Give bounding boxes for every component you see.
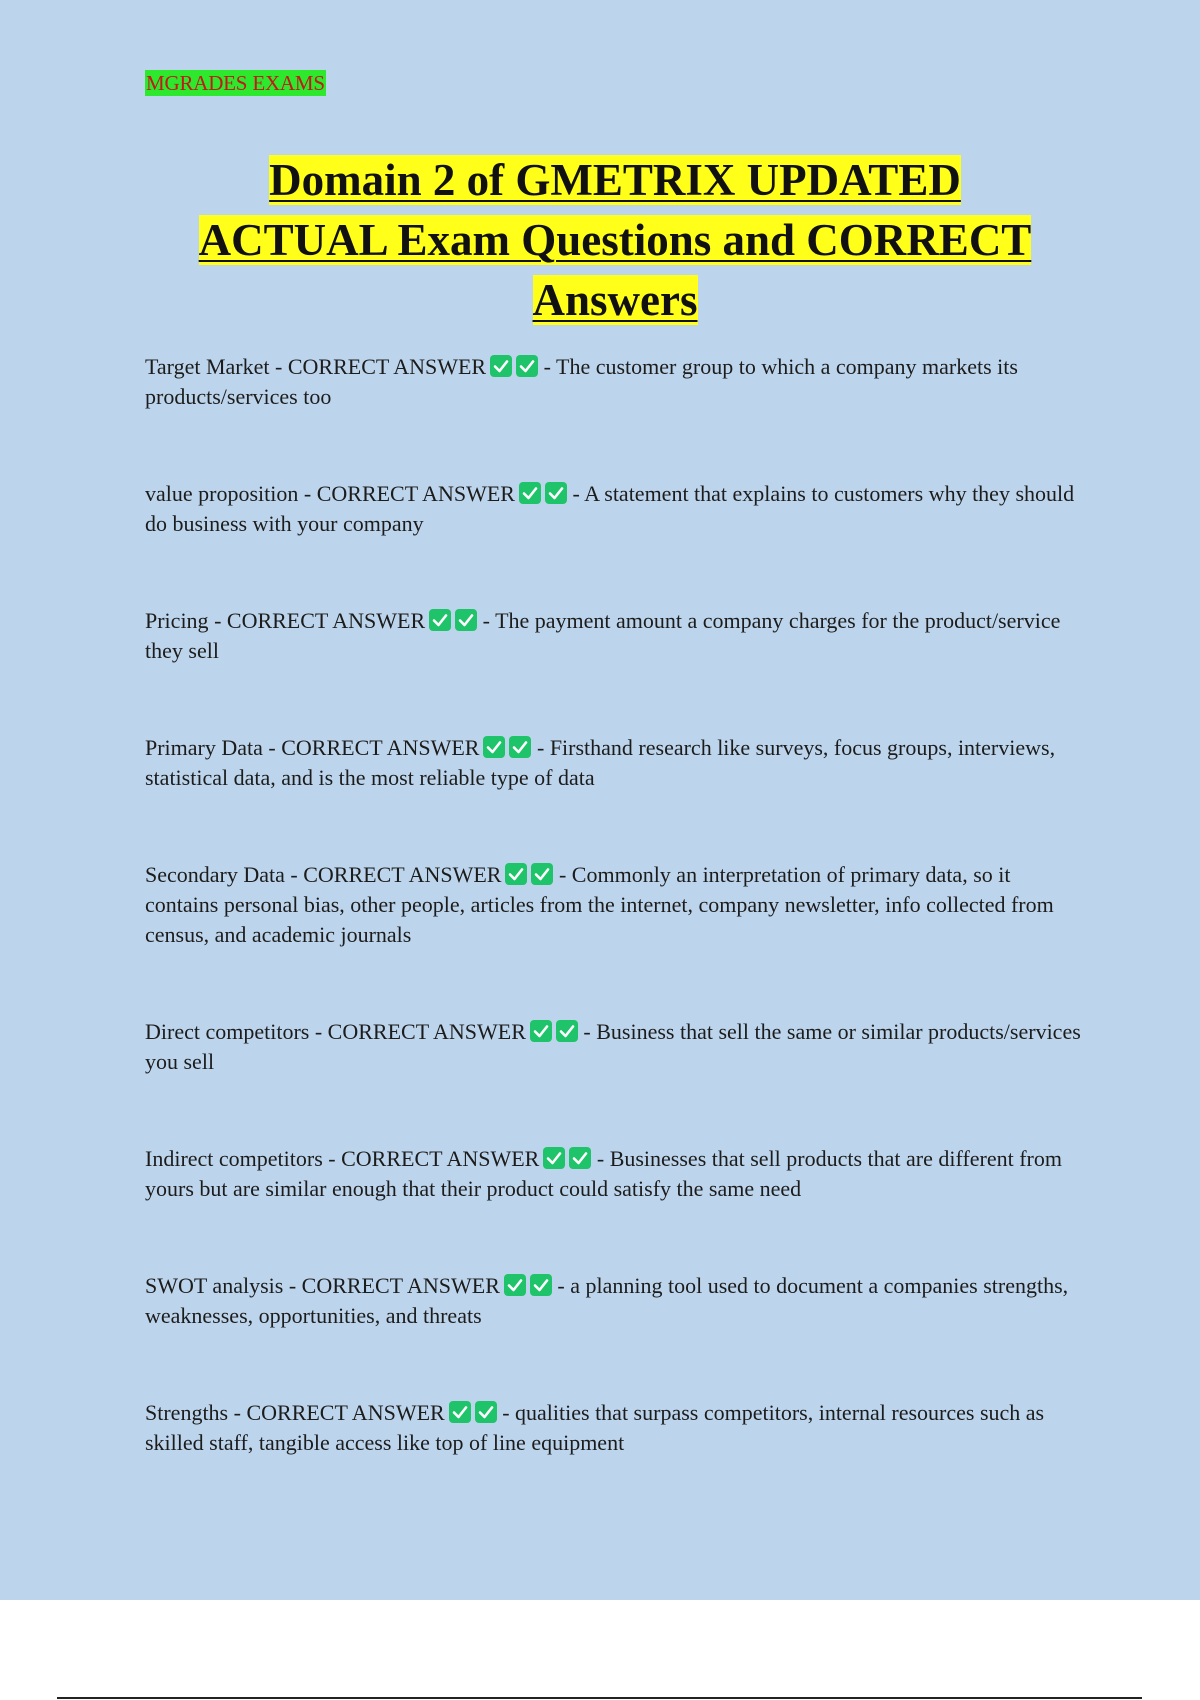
qa-term: Target Market [145,354,270,379]
qa-definition: qualities that surpass competitors, internal resources such as skilled staff, tangible access like top of line equipment [145,1400,1045,1455]
check-box-icon [530,1020,552,1042]
check-box-icon [490,355,512,377]
qa-definition: Commonly an interpretation of primary data, so it contains personal bias, other people, articles from the internet, company newsletter, info collected from census, and academic journals [145,862,1054,947]
check-box-icon [449,1401,471,1423]
title-line-2: ACTUAL Exam Questions and CORRECT [198,215,1032,265]
document-content [145,70,1085,1525]
answer-marker: CORRECT ANSWER [303,862,502,887]
qa-item: Strengths - CORRECT ANSWER - qualities that surpass competitors, internal resources such as skilled staff, tangible access like top of line equipment [145,1400,1045,1455]
document-title [145,150,1085,330]
check-box-icon [429,609,451,631]
answer-marker: CORRECT ANSWER [341,1146,540,1171]
qa-item: Target Market - CORRECT ANSWER - The customer group to which a company markets its products/services too [145,354,1018,409]
qa-term: Primary Data [145,735,263,760]
answer-marker: CORRECT ANSWER [316,481,515,506]
check-box-icon [505,863,527,885]
check-box-icon [545,482,567,504]
answer-marker: CORRECT ANSWER [246,1400,445,1425]
qa-term: Secondary Data [145,862,285,887]
check-box-icon [483,736,505,758]
check-box-icon [556,1020,578,1042]
qa-definition: The customer group to which a company markets its products/services too [145,354,1018,409]
qa-item: SWOT analysis - CORRECT ANSWER - a planning tool used to document a companies strengths, weaknesses, opportunities, and threats [145,1273,1069,1328]
qa-definition: a planning tool used to document a companies strengths, weaknesses, opportunities, and threats [145,1273,1069,1328]
title-line-1: Domain 2 of GMETRIX UPDATED [269,155,961,205]
footer-rule [57,1697,1142,1699]
answer-marker: CORRECT ANSWER [281,735,480,760]
answer-marker: CORRECT ANSWER [327,1019,526,1044]
qa-term: Pricing [145,608,209,633]
brand-label: MGRADES EXAMS [146,71,325,95]
check-box-icon [455,609,477,631]
qa-term: value proposition [145,481,299,506]
check-box-icon [504,1274,526,1296]
check-box-icon [531,863,553,885]
qa-term: SWOT analysis [145,1273,284,1298]
qa-definition: Businesses that sell products that are different from yours but are similar enough that their product could satisfy the same need [145,1146,1062,1201]
check-box-icon [543,1147,565,1169]
qa-item: Secondary Data - CORRECT ANSWER - Commonly an interpretation of primary data, so it contains personal bias, other people, articles from the internet, company newsletter, info collected from census, and academic journals [145,862,1054,947]
qa-item: Indirect competitors - CORRECT ANSWER - Businesses that sell products that are different from yours but are similar enough that their product could satisfy the same need [145,1146,1062,1201]
qa-definition: Firsthand research like surveys, focus groups, interviews, statistical data, and is the most reliable type of data [145,735,1056,790]
qa-term: Strengths [145,1400,229,1425]
qa-item: Pricing - CORRECT ANSWER - The payment amount a company charges for the product/service they sell [145,608,1061,663]
qa-item: Direct competitors - CORRECT ANSWER - Business that sell the same or similar products/services you sell [145,1019,1081,1074]
qa-definition: A statement that explains to customers why they should do business with your company [145,481,1075,536]
answer-marker: CORRECT ANSWER [287,354,487,379]
qa-item: Primary Data - CORRECT ANSWER - Firsthand research like surveys, focus groups, interviews, statistical data, and is the most reliable type of data [145,735,1056,790]
answer-marker: CORRECT ANSWER [226,608,426,633]
check-box-icon [530,1274,552,1296]
check-box-icon [509,736,531,758]
qa-item: value proposition - CORRECT ANSWER - A statement that explains to customers why they should do business with your company [145,481,1075,536]
qa-term: Indirect competitors [145,1146,323,1171]
qa-list [145,352,1085,1458]
answer-marker: CORRECT ANSWER [301,1273,500,1298]
qa-definition: Business that sell the same or similar products/services you sell [145,1019,1081,1074]
title-line-3: Answers [532,275,698,325]
check-box-icon [475,1401,497,1423]
check-box-icon [519,482,541,504]
check-box-icon [569,1147,591,1169]
qa-term: Direct competitors [145,1019,310,1044]
qa-definition: The payment amount a company charges for the product/service they sell [145,608,1061,663]
check-box-icon [516,355,538,377]
